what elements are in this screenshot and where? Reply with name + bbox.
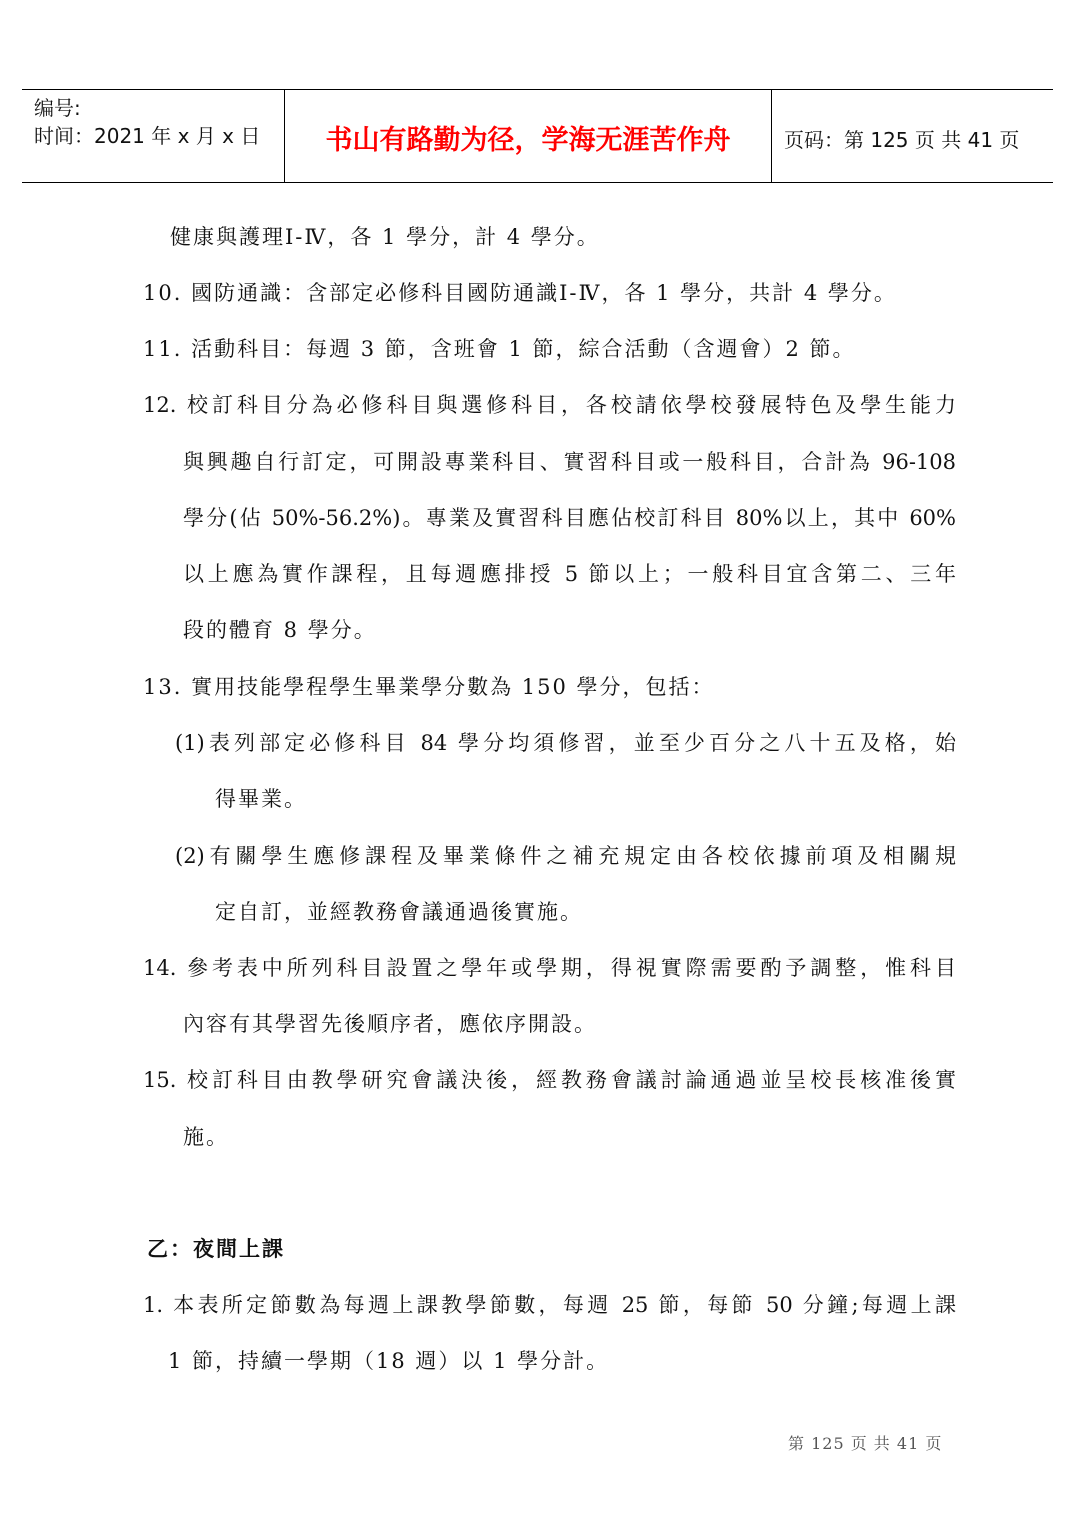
page-footer: 第 125 页 共 41 页 [788, 1434, 943, 1453]
page-label: 页码：第 125 页 共 41 页 [784, 128, 1020, 152]
body-line: 段的體育 8 學分。 [183, 618, 377, 642]
body-line: 以上應為實作課程，且每週應排授 5 節以上；一般科目宜含第二、三年 [183, 562, 956, 586]
date-label: 时间：2021 年 x 月 x 日 [34, 124, 261, 148]
body-line: 學分(佔 50%-56.2%)。專業及實習科目應佔校訂科目 80%以上，其中 60% [183, 506, 956, 530]
sub-item-1: (1)表列部定必修科目 84 學分均須修習，並至少百分之八十五及格，始 [175, 731, 956, 755]
sub-item-2: (2)有關學生應修課程及畢業條件之補充規定由各校依據前項及相關規 [175, 844, 956, 868]
header-top-rule [22, 89, 1053, 90]
list-item-1: 1. 本表所定節數為每週上課教學節數，每週 25 節，每節 50 分鐘;每週上課 [143, 1293, 956, 1317]
header-divider [771, 90, 772, 182]
list-item-14: 14. 參考表中所列科目設置之學年或學期，得視實際需要酌予調整，惟科目 [143, 956, 956, 980]
list-item-11: 11. 活動科目：每週 3 節，含班會 1 節，綜合活動（含週會）2 節。 [143, 337, 856, 361]
body-line: 施。 [183, 1125, 229, 1149]
body-line: 健康與護理Ⅰ-Ⅳ，各 1 學分，計 4 學分。 [170, 225, 600, 249]
body-line: 與興趣自行訂定，可開設專業科目、實習科目或一般科目，合計為 96-108 [183, 450, 956, 474]
header-bottom-rule [22, 182, 1053, 183]
body-line: 定自訂，並經教務會議通過後實施。 [215, 900, 583, 924]
serial-label: 编号: [34, 96, 81, 120]
body-line: 1 節，持續一學期（18 週）以 1 學分計。 [168, 1349, 610, 1373]
motto: 书山有路勤为径，学海无涯苦作舟 [325, 125, 731, 156]
section-heading: 乙：夜間上課 [147, 1236, 285, 1261]
body-line: 得畢業。 [215, 787, 307, 811]
list-item-13: 13. 實用技能學程學生畢業學分數為 150 學分，包括： [143, 675, 715, 699]
list-item-10: 10. 國防通識：含部定必修科目國防通識Ⅰ-Ⅳ，各 1 學分，共計 4 學分。 [143, 281, 897, 305]
list-item-15: 15. 校訂科目由教學研究會議決後，經教務會議討論通過並呈校長核准後實 [143, 1068, 956, 1092]
body-line: 內容有其學習先後順序者，應依序開設。 [183, 1012, 597, 1036]
list-item-12: 12. 校訂科目分為必修科目與選修科目，各校請依學校發展特色及學生能力 [143, 393, 956, 417]
